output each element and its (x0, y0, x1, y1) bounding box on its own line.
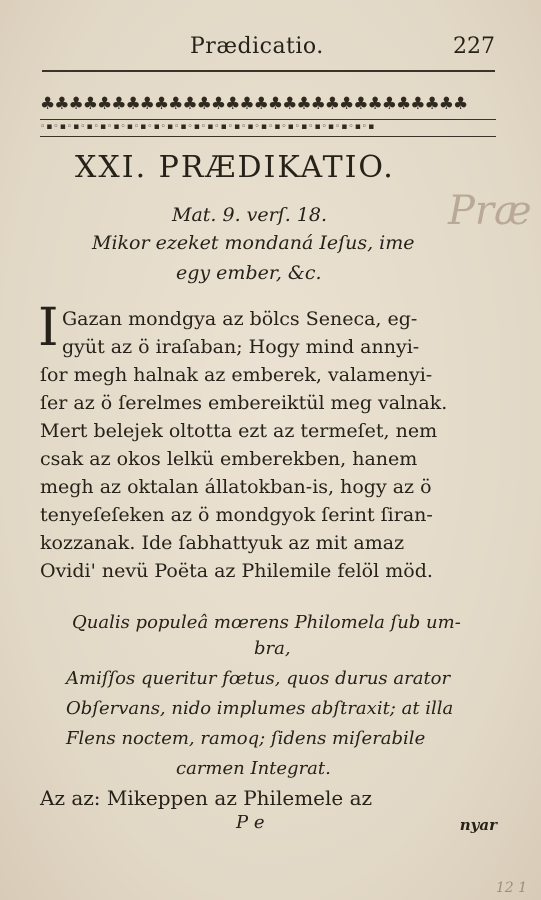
running-title: Prædicatio. (190, 34, 324, 59)
body-line: megh az oktalan állatokban-is, hogy az ö (40, 476, 432, 498)
body-line: ſer az ö ſerelmes embereiktül meg valnak. (40, 392, 448, 414)
verse-line: Amiſſos queritur fœtus, quos durus arator (66, 668, 451, 689)
signature-mark: P e (236, 812, 265, 833)
verse-line: Qualis populeâ mœrens Philomela ſub um- (72, 612, 461, 633)
body-line: Mert belejek oltotta ezt az termeſet, nem (40, 420, 438, 442)
sermon-title: XXI. PRÆDIKATIO. (75, 150, 395, 185)
verse-line: carmen Integrat. (176, 758, 331, 779)
header-rule (42, 70, 495, 72)
scripture-reference: Mat. 9. verſ. 18. (172, 204, 328, 226)
margin-scrawl: 12 1 (495, 880, 527, 896)
drop-cap: I (38, 298, 59, 358)
body-line: ſor megh halnak az emberek, valamenyi- (40, 364, 433, 386)
body-line: csak az okos lelkü emberekben, hanem (40, 448, 418, 470)
verse-line: Obſervans, nido implumes abſtraxit; at illa (66, 698, 454, 719)
catchword: nyar (459, 816, 497, 834)
body-line: gyüt az ö iraſaban; Hogy mind annyi- (62, 336, 420, 358)
ornament-border-band: ◦▪◦▪◦▪◦▪◦▪◦▪◦▪◦▪◦▪◦▪◦▪◦▪◦▪◦▪◦▪◦▪◦▪◦▪◦▪◦▪◦▪◦▪◦▪◦▪◦▪ (40, 119, 496, 137)
body-line: Gazan mondgya az bölcs Seneca, eg- (62, 308, 418, 330)
page-number: 227 (453, 34, 495, 59)
verse-line: bra, (254, 638, 291, 659)
scripture-quote-line-1: Mikor ezeket mondaná Ieſus, ime (92, 232, 415, 254)
running-header (42, 30, 495, 66)
body-line: kozzanak. Ide ſabhattyuk az mit amaz (40, 532, 405, 554)
verse-line: Flens noctem, ramoq; ſidens miſerabile (66, 728, 426, 749)
closing-line: Az az: Mikeppen az Philemele az (40, 786, 373, 810)
handwritten-margin-note: Præ (448, 188, 532, 234)
scripture-quote-line-2: egy ember, &c. (176, 262, 322, 284)
ornament-fleuron-band: ♣♣♣♣♣♣♣♣♣♣♣♣♣♣♣♣♣♣♣♣♣♣♣♣♣♣♣♣♣♣ (40, 94, 468, 114)
body-line: Ovidi' nevü Poëta az Philemile felöl möd. (40, 560, 433, 582)
body-line: tenyeſeſeken az ö mondgyok ſerint ſiran- (40, 504, 433, 526)
